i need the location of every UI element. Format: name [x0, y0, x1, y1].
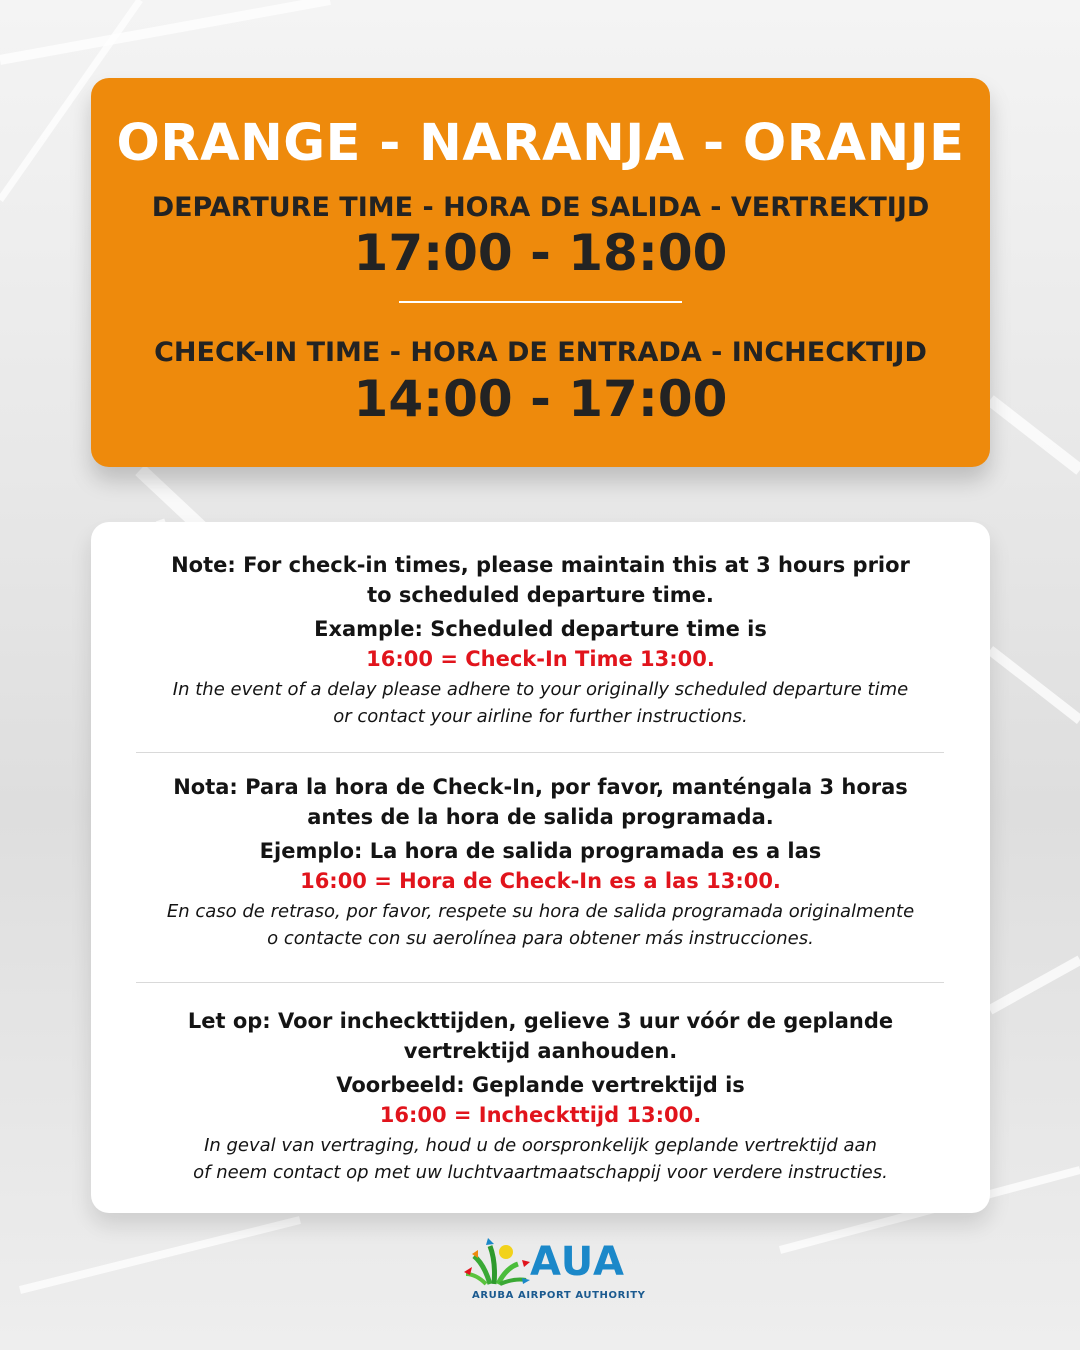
aua-logo: [460, 1234, 646, 1304]
note-line: Nota: Para la hora de Check-In, por favor, manténgala 3 horas: [173, 775, 908, 799]
zone-title: ORANGE - NARANJA - ORANJE: [116, 114, 965, 173]
note-line: antes de la hora de salida programada.: [307, 805, 774, 829]
section-divider: [136, 752, 944, 753]
note-english: [91, 550, 990, 730]
section-divider: [136, 982, 944, 983]
example-highlight: 16:00 = Check-In Time 13:00.: [366, 647, 715, 671]
note-line: to scheduled departure time.: [367, 583, 714, 607]
instruction-line: In geval van vertraging, houd u de oorspronkelijk geplande vertrektijd aan: [204, 1135, 877, 1156]
instruction-line: In the event of a delay please adhere to your originally scheduled departure time: [172, 679, 909, 700]
example-highlight: 16:00 = Hora de Check-In es a las 13:00.: [300, 869, 781, 893]
example-line: Voorbeeld: Geplande vertrektijd is: [336, 1073, 745, 1097]
instruction-line: or contact your airline for further instructions.: [333, 706, 748, 727]
example-highlight: 16:00 = Incheckttijd 13:00.: [379, 1103, 702, 1127]
instruction-line: En caso de retraso, por favor, respete su hora de salida programada originalmente: [166, 901, 915, 922]
note-spanish: [91, 772, 990, 952]
note-line: vertrektijd aanhouden.: [403, 1039, 678, 1063]
note-line: Note: For check-in times, please maintain this at 3 hours prior: [171, 553, 910, 577]
instruction-line: of neem contact op met uw luchtvaartmaatschappij voor verdere instructies.: [193, 1162, 888, 1183]
logo-subtitle: ARUBA AIRPORT AUTHORITY: [472, 1290, 646, 1301]
departure-time: 17:00 - 18:00: [353, 224, 728, 282]
logo-wordmark: AUA: [530, 1239, 625, 1285]
orange-divider: [399, 301, 682, 303]
note-dutch: [91, 1006, 990, 1186]
note-line: Let op: Voor incheckttijden, gelieve 3 uur vóór de geplande: [187, 1009, 894, 1033]
schedule-card: [91, 78, 990, 467]
example-line: Ejemplo: La hora de salida programada es a las: [259, 839, 822, 863]
departure-label: DEPARTURE TIME - HORA DE SALIDA - VERTREKTIJD: [151, 192, 930, 223]
checkin-label: CHECK-IN TIME - HORA DE ENTRADA - INCHECKTIJD: [154, 337, 927, 368]
example-line: Example: Scheduled departure time is: [314, 617, 767, 641]
airport-emblem-icon: [460, 1234, 532, 1289]
notes-card: [91, 522, 990, 1213]
instruction-line: o contacte con su aerolínea para obtener más instrucciones.: [267, 928, 814, 949]
checkin-time: 14:00 - 17:00: [353, 370, 728, 428]
